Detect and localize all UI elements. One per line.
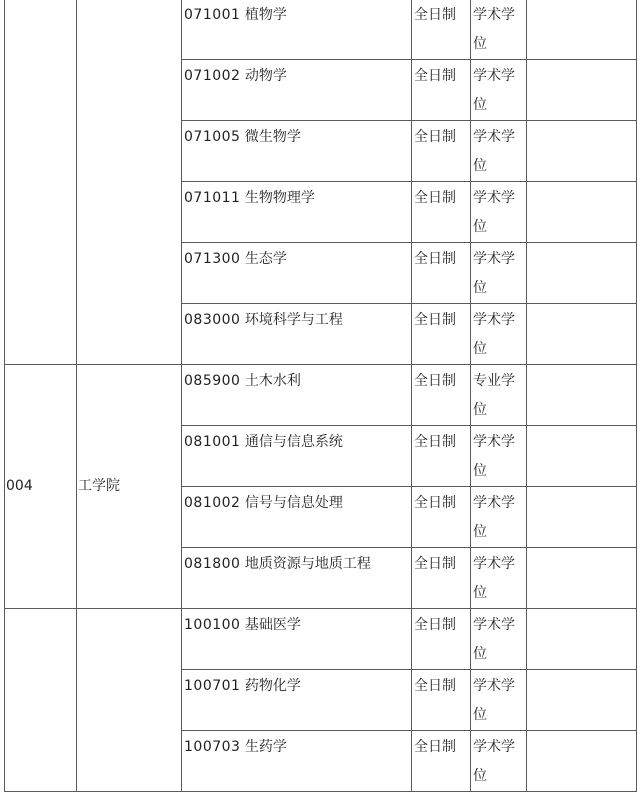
major-cell — [182, 0, 412, 60]
major-cell — [182, 365, 412, 426]
notes-cell — [527, 548, 637, 609]
major-code: 100100 — [184, 617, 241, 633]
degree-type-text: 学术学位 — [473, 495, 515, 540]
major-cell — [182, 60, 412, 121]
degree-type-cell — [471, 121, 527, 182]
notes-cell — [527, 670, 637, 731]
notes-cell — [527, 182, 637, 243]
notes-cell — [527, 243, 637, 304]
degree-type-cell — [471, 0, 527, 60]
degree-type-text: 学术学位 — [473, 739, 515, 784]
notes-cell — [527, 304, 637, 365]
dept-code-cell: 004 — [5, 365, 77, 609]
major-name: 基础医学 — [244, 617, 301, 633]
major-cell — [182, 304, 412, 365]
major-cell — [182, 548, 412, 609]
degree-type-text: 学术学位 — [473, 7, 515, 52]
major-cell — [182, 670, 412, 731]
study-mode-cell: 全日制 — [412, 670, 471, 731]
degree-type-text: 学术学位 — [473, 434, 515, 479]
degree-type-text: 学术学位 — [473, 251, 515, 296]
study-mode-cell: 全日制 — [412, 487, 471, 548]
degree-type-text: 学术学位 — [473, 129, 515, 174]
notes-cell — [527, 121, 637, 182]
degree-type-cell — [471, 365, 527, 426]
major-code: 100703 — [184, 739, 241, 755]
major-name: 地质资源与地质工程 — [244, 556, 371, 572]
study-mode-cell: 全日制 — [412, 0, 471, 60]
major-name: 药物化学 — [244, 678, 301, 694]
major-name: 通信与信息系统 — [244, 434, 343, 450]
major-name: 环境科学与工程 — [244, 312, 343, 328]
major-cell — [182, 609, 412, 670]
degree-type-cell — [471, 60, 527, 121]
study-mode-cell: 全日制 — [412, 243, 471, 304]
major-code: 071300 — [184, 251, 241, 267]
major-cell — [182, 731, 412, 792]
major-cell — [182, 121, 412, 182]
degree-type-cell — [471, 304, 527, 365]
major-name: 生物物理学 — [244, 190, 315, 206]
major-code: 081002 — [184, 495, 241, 511]
major-name: 植物学 — [244, 7, 287, 23]
degree-type-cell — [471, 731, 527, 792]
degree-type-text: 学术学位 — [473, 312, 515, 357]
major-cell — [182, 243, 412, 304]
notes-cell — [527, 731, 637, 792]
notes-cell — [527, 609, 637, 670]
degree-type-text: 学术学位 — [473, 678, 515, 723]
study-mode-cell: 全日制 — [412, 609, 471, 670]
major-cell — [182, 426, 412, 487]
study-mode-cell: 全日制 — [412, 304, 471, 365]
notes-cell — [527, 487, 637, 548]
major-code: 100701 — [184, 678, 241, 694]
degree-type-text: 专业学位 — [473, 373, 515, 418]
major-name: 微生物学 — [244, 129, 301, 145]
dept-name-cell — [77, 0, 182, 365]
dept-name-cell: 工学院 — [77, 365, 182, 609]
notes-cell — [527, 60, 637, 121]
degree-type-cell — [471, 609, 527, 670]
major-code: 083000 — [184, 312, 241, 328]
study-mode-cell: 全日制 — [412, 731, 471, 792]
table-row — [5, 365, 637, 426]
major-code: 081001 — [184, 434, 241, 450]
table-row — [5, 0, 637, 60]
study-mode-cell: 全日制 — [412, 365, 471, 426]
study-mode-cell: 全日制 — [412, 121, 471, 182]
major-name: 信号与信息处理 — [244, 495, 343, 511]
study-mode-cell: 全日制 — [412, 548, 471, 609]
major-code: 071001 — [184, 7, 241, 23]
degree-type-cell — [471, 426, 527, 487]
degree-type-cell — [471, 243, 527, 304]
degree-type-cell — [471, 548, 527, 609]
major-name: 生态学 — [244, 251, 287, 267]
dept-code-cell — [5, 609, 77, 792]
degree-type-text: 学术学位 — [473, 617, 515, 662]
major-cell — [182, 182, 412, 243]
study-mode-cell: 全日制 — [412, 426, 471, 487]
study-mode-cell: 全日制 — [412, 60, 471, 121]
major-code: 071005 — [184, 129, 241, 145]
dept-code-cell — [5, 0, 77, 365]
table-row — [5, 609, 637, 670]
dept-name-cell — [77, 609, 182, 792]
degree-type-text: 学术学位 — [473, 190, 515, 235]
major-name: 生药学 — [244, 739, 287, 755]
notes-cell — [527, 365, 637, 426]
major-cell — [182, 487, 412, 548]
major-code: 071011 — [184, 190, 241, 206]
major-code: 071002 — [184, 68, 241, 84]
notes-cell — [527, 0, 637, 60]
program-table — [4, 0, 637, 792]
degree-type-text: 学术学位 — [473, 68, 515, 113]
degree-type-text: 学术学位 — [473, 556, 515, 601]
major-code: 081800 — [184, 556, 241, 572]
major-name: 动物学 — [244, 68, 287, 84]
major-code: 085900 — [184, 373, 241, 389]
notes-cell — [527, 426, 637, 487]
major-name: 土木水利 — [244, 373, 301, 389]
degree-type-cell — [471, 487, 527, 548]
degree-type-cell — [471, 182, 527, 243]
degree-type-cell — [471, 670, 527, 731]
study-mode-cell: 全日制 — [412, 182, 471, 243]
